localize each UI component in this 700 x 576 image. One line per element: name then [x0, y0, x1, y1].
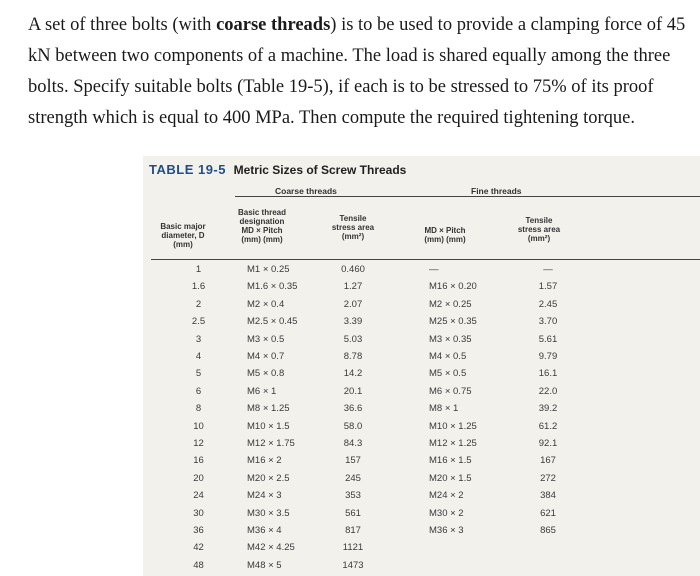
problem-text-1: A set of three bolts (with	[28, 15, 217, 35]
fine-area-cell: 1.57	[538, 281, 558, 293]
coarse-area-cell: 58.0	[343, 420, 363, 432]
problem-statement	[28, 10, 694, 134]
coarse-group-rule	[235, 196, 435, 197]
coarse-designation-cell: M1 × 0.25	[247, 264, 290, 275]
coarse-area-cell: 157	[345, 455, 361, 467]
fine-designation-cell: M10 × 1.25	[429, 420, 477, 432]
coarse-designation-cell: M20 × 2.5	[247, 472, 290, 484]
diameter-cell: 4	[195, 351, 202, 362]
fine-group-label: Fine threads	[471, 186, 522, 196]
diameter-cell: 1.6	[191, 281, 206, 293]
fine-designation-cell: M5 × 0.5	[429, 368, 467, 380]
diameter-cell: 6	[195, 385, 202, 397]
fine-designation-cell: M30 × 2	[429, 507, 464, 519]
coarse-area-cell: 3.39	[343, 316, 363, 328]
fine-area-cell: 16.1	[538, 368, 558, 380]
fine-area-cell: 2.45	[538, 298, 558, 310]
fine-area-cell: 22.0	[538, 385, 558, 397]
fine-area-cell: 39.2	[538, 403, 558, 415]
fine-designation-cell: M4 × 0.5	[429, 351, 467, 362]
coarse-area-cell: 84.3	[343, 438, 363, 449]
header-fine-area: Tensile stress area (mm²)	[517, 216, 561, 243]
coarse-designation-cell: M36 × 4	[247, 525, 282, 536]
fine-area-cell: 621	[540, 507, 556, 519]
diameter-cell: 42	[193, 542, 204, 554]
coarse-designation-cell: M4 × 0.7	[247, 351, 285, 362]
coarse-area-cell: 1121	[342, 542, 364, 554]
diameter-cell: 24	[193, 490, 204, 502]
fine-designation-cell: M3 × 0.35	[429, 333, 472, 345]
fine-designation-cell: M25 × 0.35	[429, 316, 477, 328]
fine-designation-cell: —	[429, 264, 439, 275]
fine-designation-cell: M24 × 2	[429, 490, 464, 502]
fine-area-cell: 9.79	[538, 351, 558, 362]
coarse-area-cell: 0.460	[341, 264, 365, 275]
diameter-cell: 2.5	[191, 316, 206, 328]
coarse-area-cell: 14.2	[343, 368, 363, 380]
diameter-cell: 48	[193, 559, 204, 571]
coarse-designation-cell: M3 × 0.5	[247, 333, 285, 345]
coarse-designation-cell: M1.6 × 0.35	[247, 281, 298, 293]
coarse-area-cell: 561	[345, 507, 361, 519]
diameter-cell: 10	[193, 420, 204, 432]
diameter-cell: 36	[193, 525, 204, 536]
coarse-designation-cell: M12 × 1.75	[247, 438, 295, 449]
fine-designation-cell: M2 × 0.25	[429, 298, 472, 310]
coarse-designation-cell: M2.5 × 0.45	[247, 316, 298, 328]
fine-area-cell: 167	[540, 455, 556, 467]
fine-area-cell: 384	[540, 490, 556, 502]
diameter-cell: 12	[193, 438, 204, 449]
fine-designation-cell: M36 × 3	[429, 525, 464, 536]
table-name: Metric Sizes of Screw Threads	[233, 163, 407, 177]
fine-group-rule	[415, 196, 700, 197]
table-photo	[143, 156, 700, 576]
diameter-cell: 5	[195, 368, 202, 380]
coarse-designation-cell: M48 × 5	[247, 559, 282, 571]
diameter-cell: 20	[193, 472, 204, 484]
coarse-area-cell: 20.1	[343, 385, 363, 397]
diameter-cell: 16	[193, 455, 204, 467]
diameter-cell: 8	[195, 403, 202, 415]
coarse-area-cell: 1.27	[343, 281, 363, 293]
coarse-area-cell: 8.78	[343, 351, 363, 362]
coarse-designation-cell: M2 × 0.4	[247, 298, 285, 310]
coarse-area-cell: 5.03	[343, 333, 363, 345]
diameter-cell: 1	[195, 264, 202, 275]
coarse-area-cell: 1473	[342, 559, 364, 571]
fine-area-cell: 272	[540, 472, 556, 484]
coarse-designation-cell: M24 × 3	[247, 490, 282, 502]
coarse-designation-cell: M8 × 1.25	[247, 403, 290, 415]
fine-designation-cell: M20 × 1.5	[429, 472, 472, 484]
header-coarse-area: Tensile stress area (mm²)	[331, 214, 375, 241]
fine-area-cell: 5.61	[538, 333, 558, 345]
coarse-area-cell: 817	[345, 525, 361, 536]
fine-area-cell: 3.70	[538, 316, 558, 328]
coarse-designation-cell: M10 × 1.5	[247, 420, 290, 432]
fine-designation-cell: M6 × 0.75	[429, 385, 472, 397]
header-designation: Basic thread designation MD × Pitch (mm) (mm)	[237, 208, 287, 244]
diameter-cell: 2	[195, 298, 202, 310]
fine-designation-cell: M16 × 0.20	[429, 281, 477, 293]
coarse-designation-cell: M16 × 2	[247, 455, 282, 467]
coarse-area-cell: 36.6	[343, 403, 363, 415]
coarse-area-cell: 245	[345, 472, 361, 484]
fine-area-cell: —	[543, 264, 553, 275]
problem-bold-term: coarse threads	[216, 15, 331, 35]
coarse-area-cell: 2.07	[343, 298, 363, 310]
header-diameter: Basic major diameter, D (mm)	[160, 222, 206, 249]
diameter-cell: 3	[195, 333, 202, 345]
fine-designation-cell: M16 × 1.5	[429, 455, 472, 467]
diameter-cell: 30	[193, 507, 204, 519]
coarse-designation-cell: M6 × 1	[247, 385, 277, 397]
fine-designation-cell: M12 × 1.25	[429, 438, 477, 449]
coarse-designation-cell: M42 × 4.25	[247, 542, 295, 554]
table-title	[149, 162, 406, 177]
coarse-group-label: Coarse threads	[275, 186, 337, 196]
coarse-designation-cell: M30 × 3.5	[247, 507, 290, 519]
header-bottom-rule	[151, 259, 700, 260]
fine-area-cell: 865	[540, 525, 556, 536]
coarse-area-cell: 353	[345, 490, 361, 502]
fine-area-cell: 61.2	[538, 420, 558, 432]
problem-text-2: ) is to be used to provide a clamping force of 45 kN between two components of a machine. The load is shared equally among the three bolts. Specify suitable bolts (Table 19-5), if each is to be stressed to 75% of its proof strength which is equal to 400 MPa. Then compute the required tightening torque.	[28, 15, 686, 128]
coarse-designation-cell: M5 × 0.8	[247, 368, 285, 380]
header-fine-designation: MD × Pitch (mm) (mm)	[424, 226, 466, 244]
fine-area-cell: 92.1	[538, 438, 558, 449]
fine-designation-cell: M8 × 1	[429, 403, 459, 415]
table-number: TABLE 19-5	[149, 162, 226, 177]
